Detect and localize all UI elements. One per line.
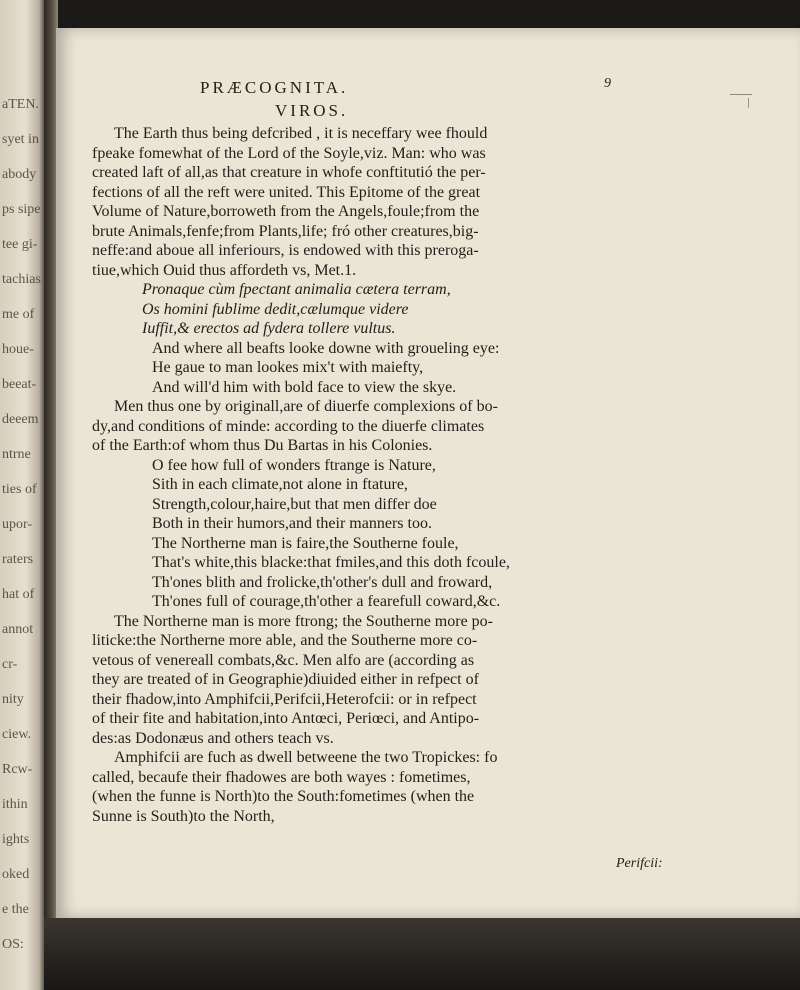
catchword: Perifcii: xyxy=(616,856,663,871)
text-line: tiue,which Ouid thus affordeth vs, Met.1. xyxy=(92,261,357,279)
text-line: des:as Dodonæus and others teach vs. xyxy=(92,729,334,747)
facing-page-fragment: Rcw- xyxy=(2,762,33,777)
text-line: Pronaque cùm fpectant animalia cætera terram, xyxy=(142,281,451,298)
facing-page-fragment: nity xyxy=(2,692,24,707)
facing-page-fragment: hat of xyxy=(2,587,35,602)
facing-page-fragment: deeem xyxy=(2,412,39,427)
text-line: called, becaufe their fhadowes are both wayes : fometimes, xyxy=(92,768,471,786)
text-line: The Northerne man is faire,the Southerne foule, xyxy=(152,534,459,552)
text-line: O fee how full of wonders ftrange is Nature, xyxy=(152,456,436,474)
text-line: Sith in each climate,not alone in ftature, xyxy=(152,476,408,493)
text-line: they are treated of in Geographie)diuided either in refpect of xyxy=(92,671,479,688)
text-line: Sunne is South)to the North, xyxy=(92,807,275,825)
facing-page-fragment: tachias xyxy=(2,272,41,287)
text-line: Th'ones blith and frolicke,th'other's dull and froward, xyxy=(152,573,493,591)
facing-page-fragment: ights xyxy=(2,832,30,847)
text-line: vetous of venereall combats,&c. Men alfo are (according as xyxy=(92,651,475,669)
ink-mark-small xyxy=(748,98,757,108)
text-line: of their fite and habitation,into Antœci, Periœci, and Antipo- xyxy=(92,710,480,727)
text-line: Os homini fublime dedit,cælumque videre xyxy=(142,300,409,318)
facing-page-fragment: abody xyxy=(2,167,37,182)
facing-page-fragment: ciew. xyxy=(2,727,32,742)
facing-page-fragment: me of xyxy=(2,307,35,322)
text-line: The Earth thus being defcribed , it is neceffary wee fhould xyxy=(114,125,488,142)
text-line: dy,and conditions of minde: according to the diuerfe climates xyxy=(92,417,485,435)
facing-page-fragment: raters xyxy=(2,552,34,567)
text-line: liticke:the Northerne more able, and the Southerne more co- xyxy=(92,632,478,649)
facing-page-edge xyxy=(0,0,46,990)
text-line: (when the funne is North)to the South:fometimes (when the xyxy=(92,788,475,805)
text-line: Th'ones full of courage,th'other a fearefull coward,&c. xyxy=(152,593,501,610)
facing-page-fragment: annot xyxy=(2,622,34,637)
running-head: PRÆCOGNITA. xyxy=(200,78,349,97)
text-line: created laft of all,as that creature in whofe conftitutió the per- xyxy=(92,164,486,181)
facing-page-fragment: houe- xyxy=(2,342,34,357)
facing-page-fragment: OS: xyxy=(2,937,24,952)
text-line: That's white,this blacke:that fmiles,and this doth fcoule, xyxy=(152,554,510,571)
text-line: fections of all the reft were united. This Epitome of the great xyxy=(92,183,481,201)
text-line: their fhadow,into Amphifcii,Perifcii,Heterofcii: or in refpect xyxy=(92,690,477,708)
text-line: fpeake fomewhat of the Lord of the Soyle,viz. Man: who was xyxy=(92,144,486,162)
text-line: Men thus one by originall,are of diuerfe complexions of bo- xyxy=(114,398,498,415)
text-line: of the Earth:of whom thus Du Bartas in his Colonies. xyxy=(92,437,433,454)
page-number: 9 xyxy=(604,76,611,91)
facing-page-fragment: upor- xyxy=(2,517,33,532)
body-text xyxy=(92,124,686,826)
facing-page-fragment: cr- xyxy=(2,657,18,672)
text-line: brute Animals,fenfe;from Plants,life; fró other creatures,big- xyxy=(92,222,479,240)
facing-page-fragment: ntrne xyxy=(2,447,31,462)
facing-page-fragment: ties of xyxy=(2,482,37,497)
text-line: Both in their humors,and their manners too. xyxy=(152,515,432,532)
facing-page-fragment: ps sipe xyxy=(2,202,41,217)
text-line: Volume of Nature,borroweth from the Angels,foule;from the xyxy=(92,203,480,220)
facing-page-fragment: e the xyxy=(2,902,29,917)
text-line: He gaue to man lookes mix't with maiefty, xyxy=(152,359,424,376)
text-line: And will'd him with bold face to view the skye. xyxy=(152,378,457,396)
facing-page-fragment: aTEN. xyxy=(2,97,39,112)
facing-page-fragment: syet in xyxy=(2,132,39,147)
facing-page-fragment: oked xyxy=(2,867,30,882)
ink-mark xyxy=(730,84,752,95)
text-line: neffe:and aboue all inferiours, is endowed with this preroga- xyxy=(92,242,479,259)
facing-page-fragment: beeat- xyxy=(2,377,37,392)
page-bottom-shadow xyxy=(44,918,800,990)
text-line: Iuffit,& erectos ad fydera tollere vultus. xyxy=(142,320,396,337)
text-line: The Northerne man is more ftrong; the Southerne more po- xyxy=(114,612,493,630)
facing-page-fragment: tee gi- xyxy=(2,237,38,252)
section-heading: VIROS. xyxy=(275,101,349,120)
text-line: Amphifcii are fuch as dwell betweene the two Tropickes: fo xyxy=(114,749,498,766)
facing-page-fragment: ithin xyxy=(2,797,28,812)
text-line: And where all beafts looke downe with groueling eye: xyxy=(152,339,500,357)
text-line: Strength,colour,haire,but that men differ doe xyxy=(152,495,437,513)
